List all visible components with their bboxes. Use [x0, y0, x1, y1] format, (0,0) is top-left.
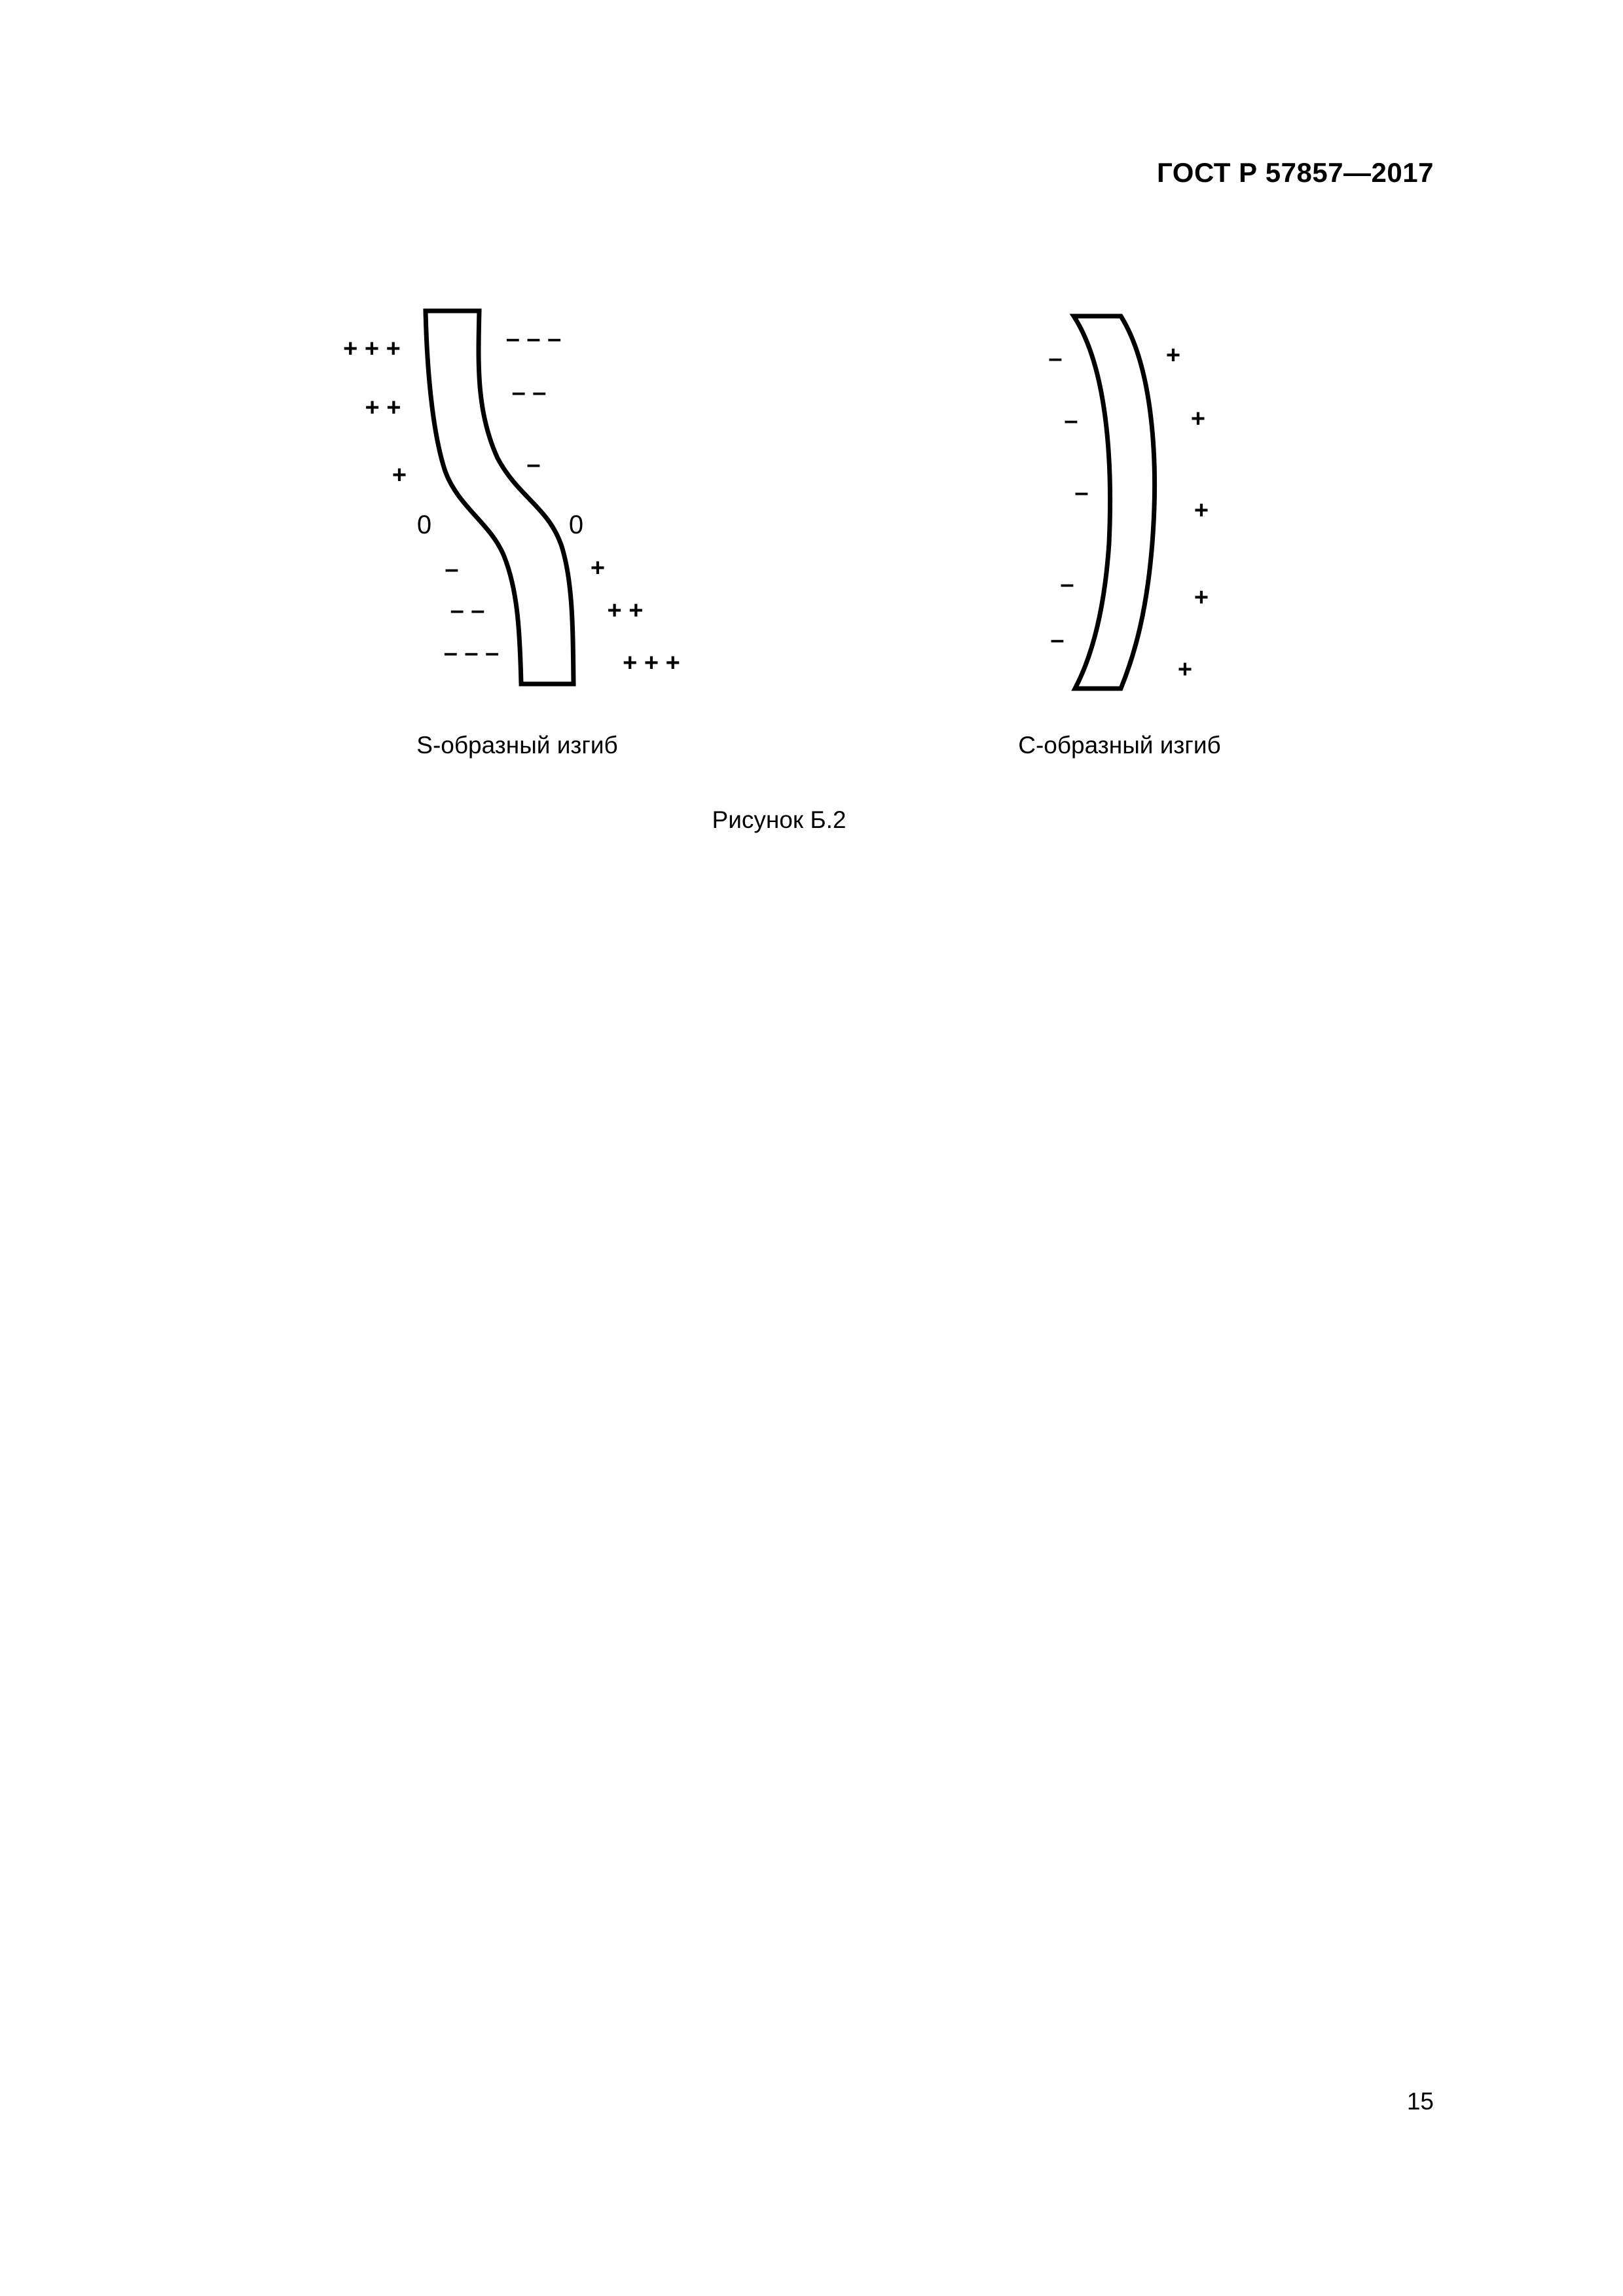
c-left-label: –	[1060, 571, 1074, 598]
c-bend-left-labels	[1048, 345, 1088, 654]
s-right-label: –	[526, 451, 541, 478]
c-left-label: –	[1050, 626, 1065, 654]
s-right-zero: 0	[568, 511, 584, 539]
s-bend-caption: S-образный изгиб	[416, 732, 618, 759]
s-right-label: – –	[511, 379, 547, 406]
s-bend-shape	[426, 311, 574, 684]
c-right-label: +	[1177, 656, 1193, 683]
s-left-label: – – –	[443, 639, 500, 667]
c-right-label: +	[1165, 342, 1181, 369]
figure-title: Рисунок Б.2	[712, 806, 847, 833]
figure-b2	[0, 0, 1623, 851]
s-left-label: – –	[450, 597, 485, 624]
c-left-label: –	[1074, 479, 1089, 507]
s-right-label: + + +	[623, 649, 680, 677]
c-left-label: –	[1064, 407, 1078, 435]
document-code: ГОСТ Р 57857—2017	[1157, 157, 1434, 188]
s-left-zero: 0	[416, 511, 432, 539]
figure-drawing	[0, 0, 1623, 851]
s-right-label: + +	[607, 597, 644, 624]
s-right-label: +	[590, 554, 606, 582]
s-left-label: –	[445, 556, 459, 583]
page-number: 15	[1406, 2088, 1434, 2115]
c-right-label: +	[1194, 584, 1209, 611]
c-bend-caption: C-образный изгиб	[1018, 732, 1221, 759]
s-right-label: – – –	[505, 325, 562, 353]
s-left-label: +	[392, 461, 407, 489]
s-left-label: + + +	[343, 335, 401, 363]
c-left-label: –	[1048, 345, 1063, 372]
c-right-label: +	[1190, 405, 1206, 433]
c-right-label: +	[1194, 497, 1209, 524]
c-bend-right-labels	[1166, 342, 1209, 683]
s-left-label: + +	[365, 394, 401, 422]
